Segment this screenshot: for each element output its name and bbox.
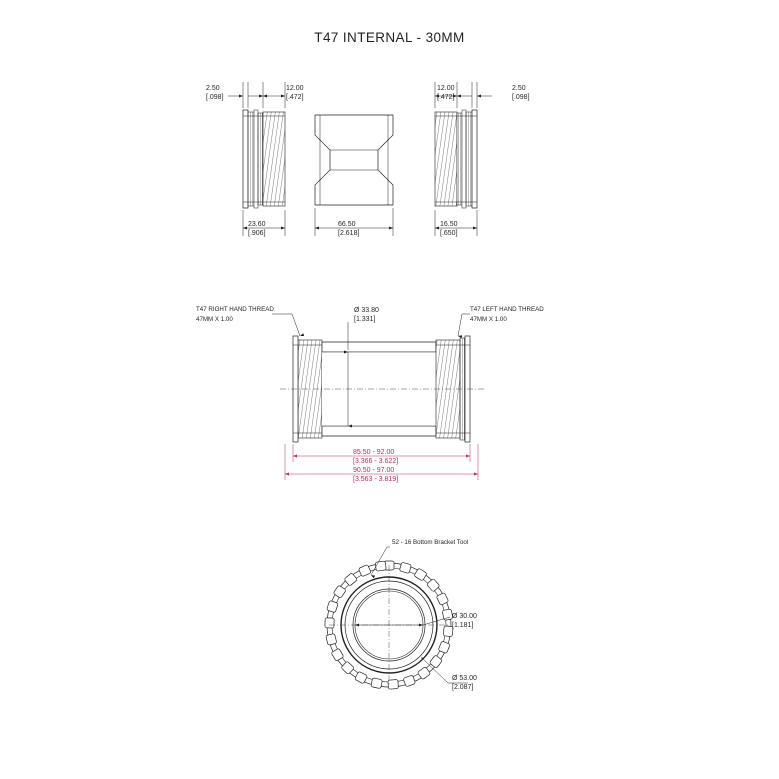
dim-right-cup-length-mm: 16.50	[440, 221, 458, 228]
center-shell-body	[315, 115, 393, 205]
dim-right-cup-face	[457, 82, 530, 108]
dim-right-cup-length	[435, 210, 477, 237]
view-exploded	[206, 82, 530, 237]
dim-shell-width-range	[293, 444, 470, 465]
dim-bore-diameter-mm: Ø 33.80	[354, 307, 379, 314]
dim-left-cup-face-mm: 2.50	[206, 85, 220, 92]
dim-left-cup-flange-mm: 12.00	[286, 85, 304, 92]
dim-right-cup-flange-inch: [.472]	[437, 94, 455, 101]
dim-left-cup-face	[206, 82, 263, 108]
dim-shell-length-mm: 66.50	[338, 221, 356, 228]
left-cup-body	[243, 110, 285, 208]
dim-inner-diameter-inch: [1.181]	[452, 622, 474, 629]
dim-right-cup-length-inch: [.650]	[440, 230, 458, 237]
note-left-hand-thread-line1: T47 LEFT HAND THREAD	[470, 306, 544, 313]
page-title: T47 INTERNAL - 30MM	[314, 30, 465, 45]
dim-left-cup-length	[243, 210, 285, 237]
dim-right-cup-flange	[435, 82, 457, 108]
dim-left-cup-face-inch: [.098]	[206, 94, 224, 101]
dim-left-cup-flange	[263, 82, 304, 108]
dim-shell-length	[315, 208, 393, 237]
dim-right-cup-face-inch: [.098]	[512, 94, 530, 101]
dim-left-cup-length-inch: [.906]	[248, 230, 266, 237]
note-tool-callout-text: 52 - 16 Bottom Bracket Tool	[392, 539, 469, 546]
note-left-hand-thread-line2: 47MM X 1.00	[470, 316, 507, 323]
dim-outer-diameter-inch: [2.087]	[452, 684, 474, 691]
dim-left-cup-length-mm: 23.60	[248, 221, 266, 228]
note-right-hand-thread-line2: 47MM X 1.00	[196, 316, 233, 323]
note-left-hand-thread	[458, 306, 544, 336]
dim-left-cup-flange-inch: [.472]	[286, 94, 304, 101]
right-cup-body	[435, 110, 477, 208]
dim-bore-diameter-inch: [1.331]	[354, 316, 376, 323]
note-right-hand-thread-line1: T47 RIGHT HAND THREAD	[196, 306, 274, 313]
dim-shell-length-inch: [2.618]	[338, 230, 360, 237]
view-end	[325, 539, 477, 691]
dim-shell-width-range-mm: 85.50 - 92.00	[353, 449, 395, 456]
dim-right-cup-flange-mm: 12.00	[437, 85, 455, 92]
dim-inner-diameter-mm: Ø 30.00	[452, 613, 477, 620]
dim-shell-width-range-inch: [3.366 - 3.622]	[353, 458, 399, 465]
dim-outer-diameter-mm: Ø 53.00	[452, 675, 477, 682]
dim-right-cup-face-mm: 2.50	[512, 85, 526, 92]
view-assembly	[196, 306, 544, 483]
dim-overall-width-range-inch: [3.563 - 3.819]	[353, 476, 399, 483]
note-right-hand-thread	[196, 306, 300, 336]
dim-overall-width-range-mm: 90.50 - 97.00	[353, 467, 395, 474]
